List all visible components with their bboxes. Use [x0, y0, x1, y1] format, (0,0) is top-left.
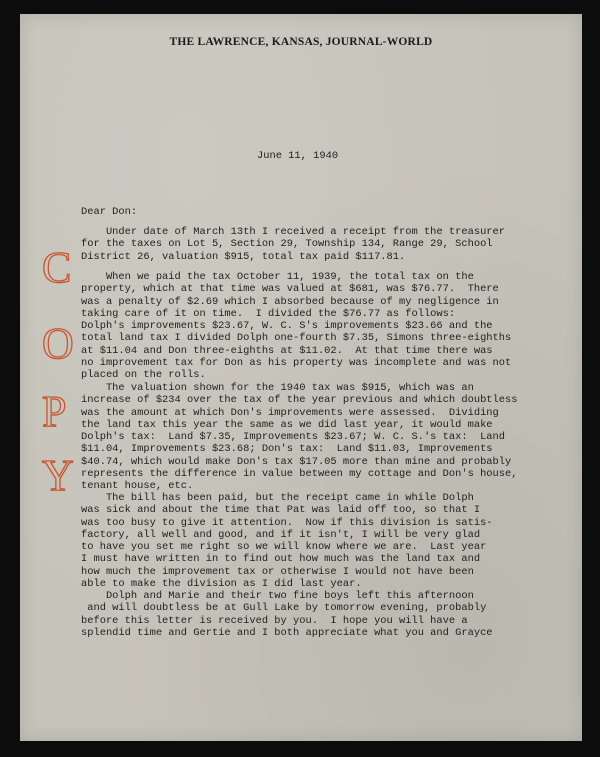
- copy-stamp-letter-o: O: [42, 319, 74, 368]
- copy-stamp-letter-y: Y: [42, 451, 74, 500]
- paragraph-gull-lake: Dolph and Marie and their two fine boys left this afternoon and will doubtless be at Gull Lake by tomorrow evening, probably before this letter is received by you. I hope you will have a splendid time and Gertie and I both appreciate what you and Grayce: [81, 590, 493, 639]
- letter-date: June 11, 1940: [257, 150, 339, 162]
- paragraph-1940-valuation: The valuation shown for the 1940 tax was $915, which was an increase of $234 over the tax of the year previous and which doubtless was the amount at which Don's improvements were assessed. Dividing the land tax this year the same as we did last year, it would make Dolph's tax: Land $7.35, Improvements $23.67; W. C. S.'s tax: Land $11.04, Improvements $23.68; Don's tax: Land $11.03, Improvements $40.74, which would make Don's tax $17.05 more than mine and probably represents the difference in value between my cottage and Don's house, tenant house, etc.: [81, 382, 518, 493]
- letter-page: [20, 14, 582, 741]
- paragraph-bill-paid: The bill has been paid, but the receipt came in while Dolph was sick and about the time that Pat was laid off too, so that I was too busy to give it attention. Now if this division is satis- factory, all well and good, and if it isn't, I will be very glad to have you set me right so we will know where we are. Last year I must have written in to find out how much was the land tax and how much the improvement tax or otherwise I would not have been able to make the division as I did last year.: [81, 492, 493, 591]
- salutation: Dear Don:: [81, 206, 138, 218]
- paragraph-receipt: Under date of March 13th I received a receipt from the treasurer for the taxes on Lot 5, Section 29, Township 134, Range 29, School District 26, valuation $915, total tax paid $117.81.: [81, 226, 506, 263]
- copy-stamp-letter-c: C: [42, 243, 72, 292]
- copy-stamp-letter-p: P: [42, 387, 67, 436]
- paragraph-1939-tax: When we paid the tax October 11, 1939, the total tax on the property, which at that time was valued at $681, was $76.77. There was a penalty of $2.69 which I absorbed because of my negligence in taking care of it on time. I divided the $76.77 as follows: Dolph's improvements $23.67, W. C. S's improvements $23.66 and the total land tax I divided Dolph one-fourth $7.35, Simons three-eighths at $11.04 and Don three-eighths at $11.02. At that time there was no improvement tax for Don as his property was incomplete and was not placed on the rolls.: [81, 271, 512, 382]
- letterhead: THE LAWRENCE, KANSAS, JOURNAL-WORLD: [169, 36, 433, 48]
